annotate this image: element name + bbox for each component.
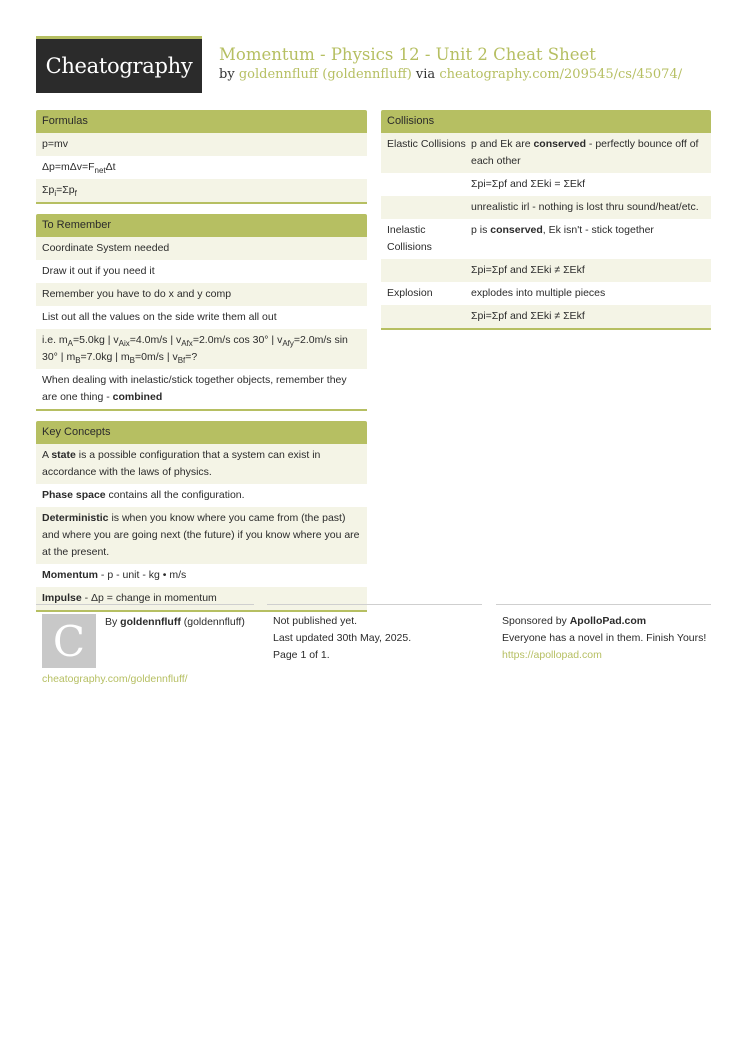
collision-type-label: Inelastic Collisions — [387, 224, 432, 253]
collision-type-label: Elastic Collisions — [387, 138, 466, 150]
sponsor-link[interactable]: https://apollopad.com — [502, 649, 602, 661]
collision-desc: Σpi=Σpf and ΣEki ≠ ΣEkf — [471, 264, 585, 276]
footer-author-col — [36, 604, 254, 685]
collisions-heading: Collisions — [381, 110, 711, 133]
byline-via: via — [415, 67, 436, 82]
collision-desc: explodes into multiple pieces — [471, 287, 606, 299]
formulas-section — [36, 110, 367, 204]
published-status: Not published yet. — [273, 615, 358, 627]
left-column — [36, 110, 367, 622]
last-updated: Last updated 30th May, 2025. — [273, 632, 412, 644]
footer-sponsor-col — [496, 604, 711, 664]
remember-row: When dealing with inelastic/stick together objects, remember they are one thing - combined — [42, 374, 347, 403]
sponsor-name[interactable]: ApolloPad.com — [569, 615, 647, 627]
formulas-heading: Formulas — [36, 110, 367, 133]
collision-row — [381, 305, 711, 328]
formula-row: p=mv — [36, 133, 367, 156]
right-column — [381, 110, 711, 340]
collision-desc: Σpi=Σpf and ΣEki ≠ ΣEkf — [471, 310, 585, 322]
key-concepts-section — [36, 421, 367, 612]
remember-row: List out all the values on the side write them all out — [42, 311, 277, 323]
remember-row: Remember you have to do x and y comp — [36, 283, 367, 306]
footer-meta-col — [267, 604, 482, 664]
sheet-url-link[interactable]: cheatography.com/209545/cs/45074/ — [439, 67, 683, 82]
collision-desc: Σpi=Σpf and ΣEki = ΣEkf — [471, 178, 586, 190]
page-header — [219, 44, 682, 84]
remember-section — [36, 214, 367, 411]
footer-user-link[interactable]: cheatography.com/goldennfluff/ — [42, 673, 188, 685]
collision-desc: unrealistic irl - nothing is lost thru sound/heat/etc. — [471, 201, 699, 213]
collision-row — [381, 173, 711, 196]
remember-heading: To Remember — [36, 214, 367, 237]
remember-row: Coordinate System needed — [36, 237, 367, 260]
collision-desc: p and Ek are conserved - perfectly bounce off of each other — [471, 138, 699, 167]
collision-row — [381, 219, 711, 259]
formula-row: $\Delta p=m\Delta v=F_{net}\Delta t$ — [42, 161, 116, 175]
concept-row: Momentum - p - unit - kg • m/s — [42, 569, 187, 581]
remember-row: i.e. $m_A=5.0kg$ | $v_{Aix}=4.0m/s$ | $v_{Afx}=2.0m/s$ cos 30° | $v_{Afy}=2.0m/s$ sin 30° | $m_B=7.0kg$ | $m_B=0m/s$ | $v_{Bf}=$? — [36, 329, 367, 369]
collision-desc: p is conserved, Ek isn't - stick together — [471, 224, 654, 236]
collision-row — [381, 196, 711, 219]
avatar[interactable]: C — [42, 614, 96, 668]
concept-row: Deterministic is when you know where you came from (the past) and where you are going next (the future) if you know where you are at the present. — [36, 507, 367, 564]
collision-type-label: Explosion — [387, 287, 433, 299]
cheatography-logo[interactable] — [36, 36, 202, 93]
remember-row: Draw it out if you need it — [42, 265, 155, 277]
collision-row — [381, 133, 711, 173]
byline — [219, 66, 682, 84]
footer-user-name[interactable]: goldennfluff — [120, 616, 181, 628]
concept-row: Impulse - Δp = change in momentum — [36, 587, 367, 610]
collision-row — [381, 282, 711, 305]
collisions-section — [381, 110, 711, 330]
footer-by-user: By goldennfluff (goldennfluff) — [105, 616, 245, 628]
concept-row: A state is a possible configuration that a system can exist in accordance with the laws of physics. — [36, 444, 367, 484]
concept-row: Phase space contains all the configuration. — [42, 489, 245, 501]
collision-row — [381, 259, 711, 282]
sponsored-by: Sponsored by ApolloPad.com — [502, 615, 647, 627]
author-link[interactable]: goldennfluff (goldennfluff) — [238, 67, 412, 82]
formula-row: $\Sigma p_i=\Sigma p_f$ — [36, 179, 367, 202]
page-title: Momentum - Physics 12 - Unit 2 Cheat Sheet — [219, 45, 596, 64]
byline-by: by — [219, 67, 235, 82]
key-concepts-heading: Key Concepts — [36, 421, 367, 444]
sponsor-tagline: Everyone has a novel in them. Finish Yours! — [502, 632, 707, 644]
logo-text: Cheatography — [45, 54, 193, 78]
page-number: Page 1 of 1. — [273, 649, 330, 661]
